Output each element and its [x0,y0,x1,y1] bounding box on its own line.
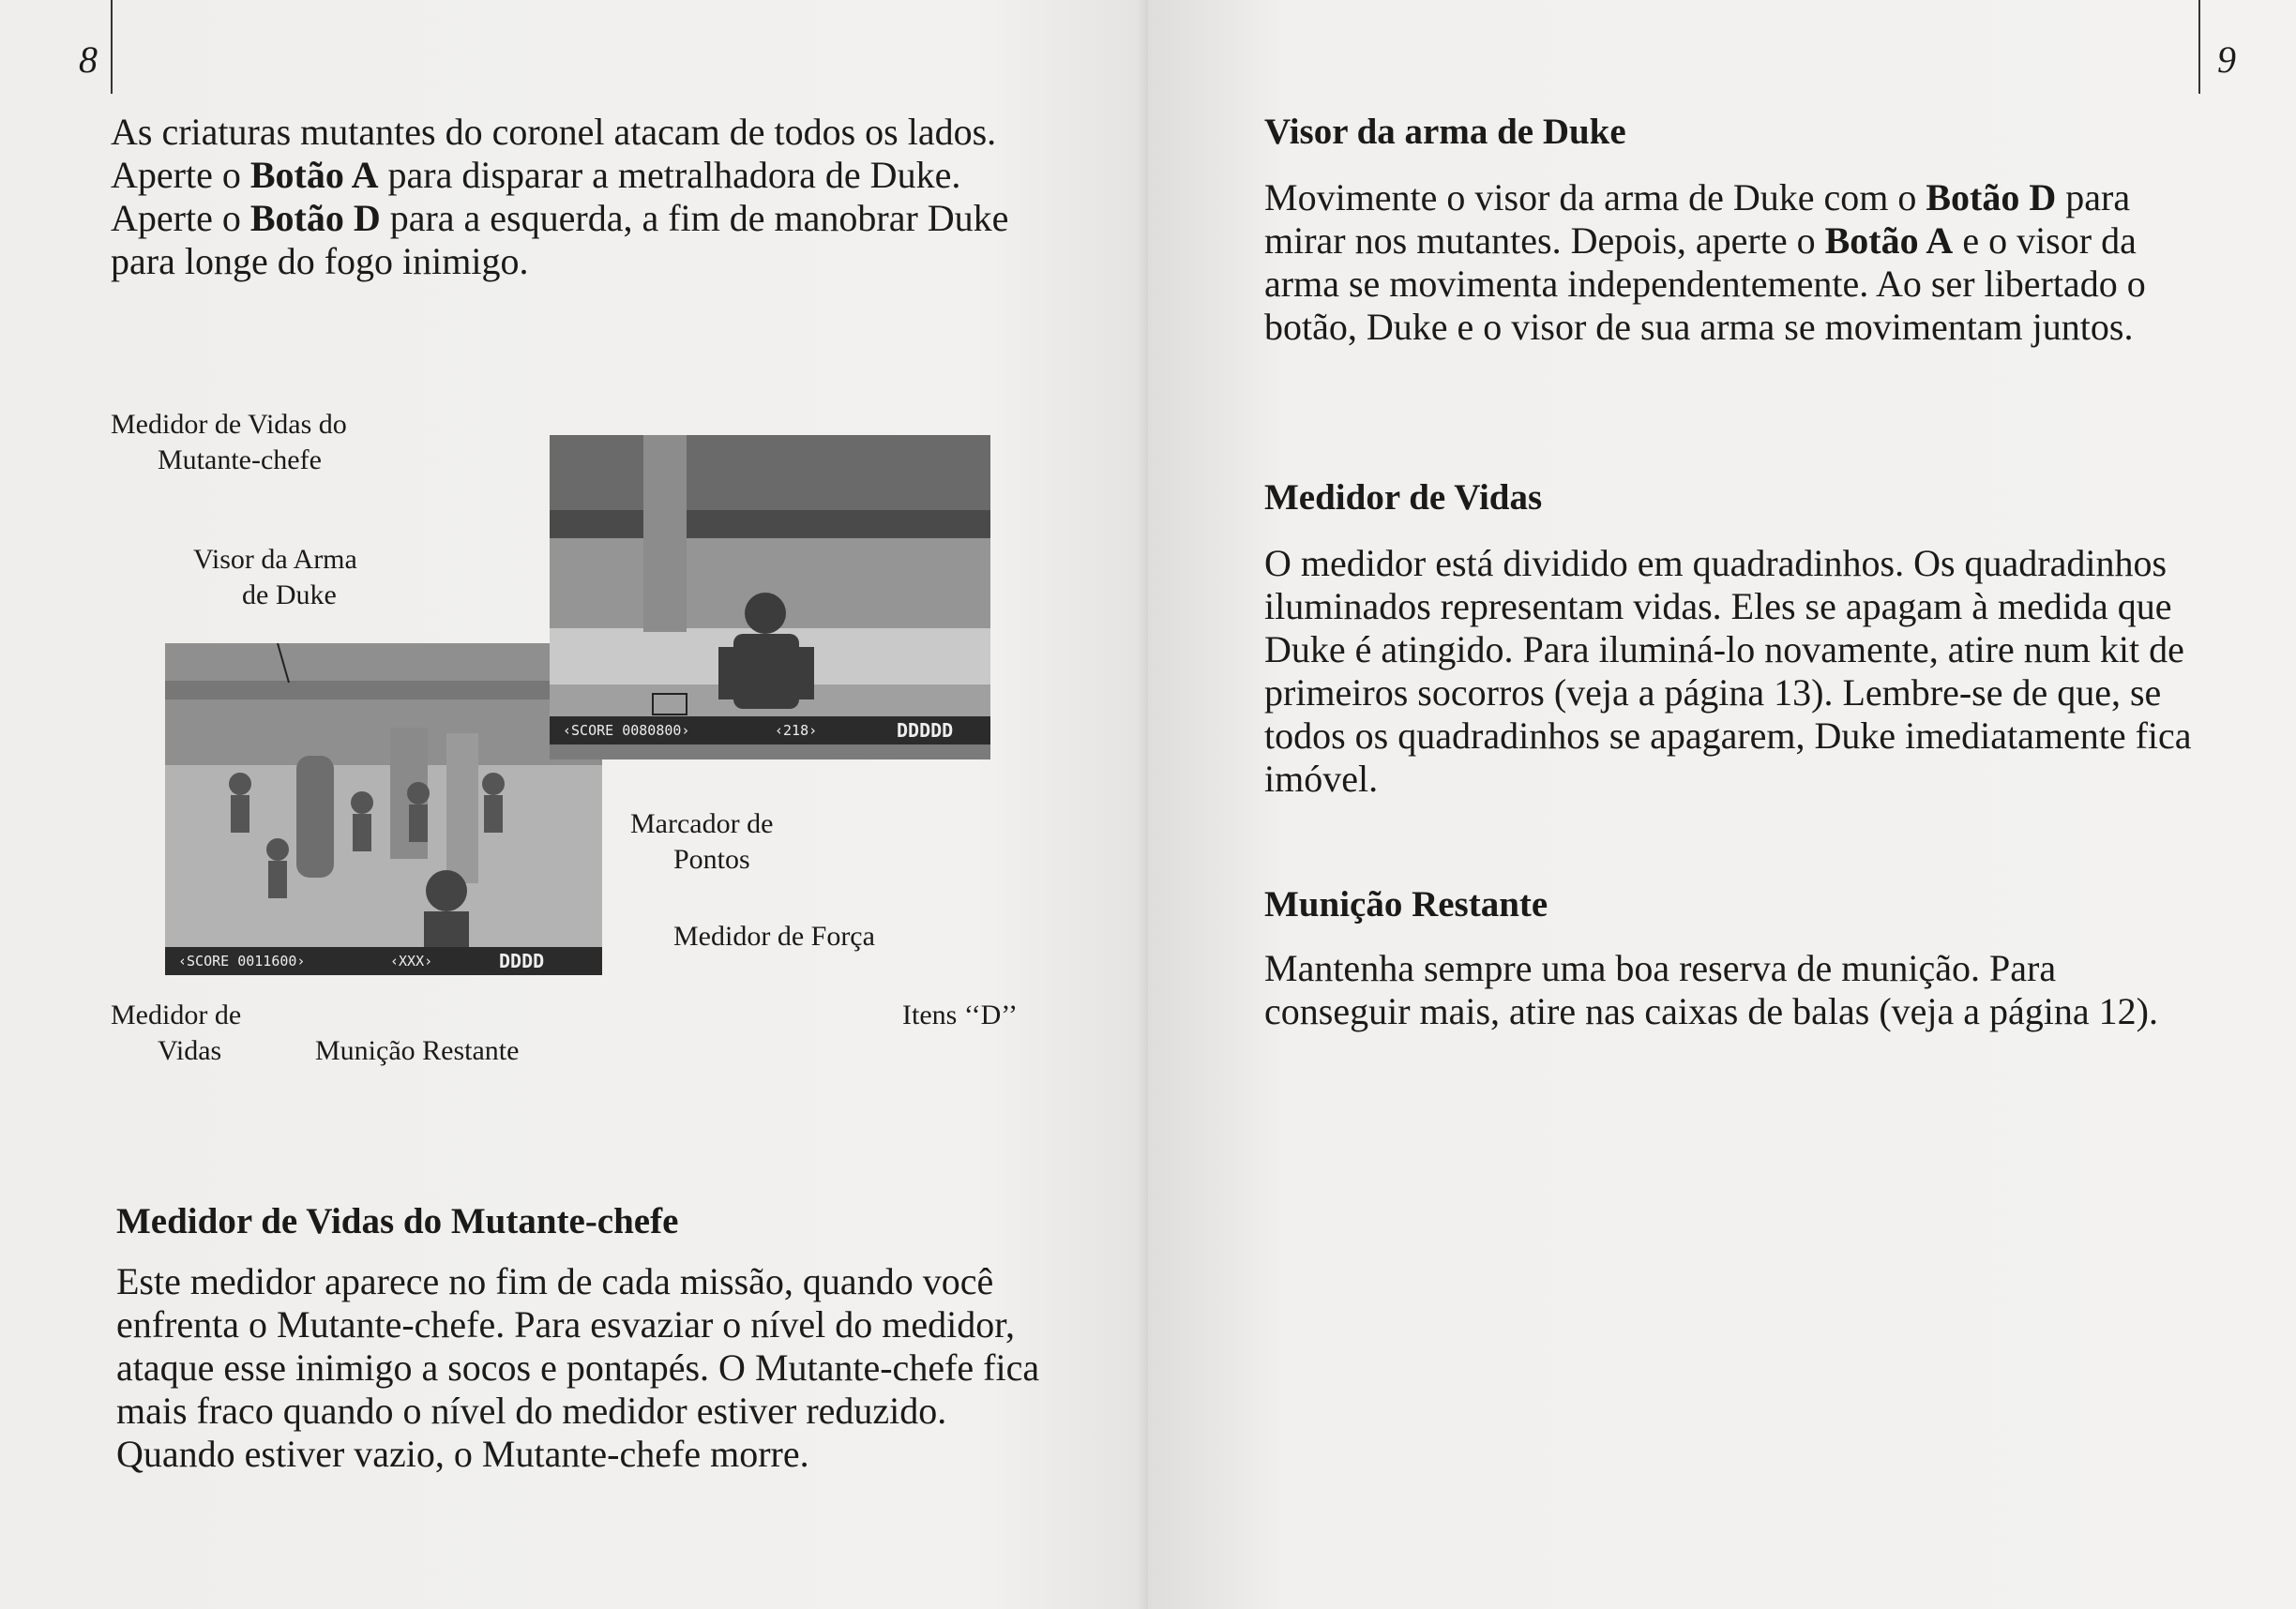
battle-items-readout: DDDD [499,950,545,972]
intro-run-4: para a esquerda, a fim de manobrar Duke para longe do fogo inimigo. [111,197,1009,282]
section-0-run-4: e o visor da arma se movimenta independentemente. Ao ser libertado o botão, Duke e o visor de sua arma se movimentam juntos. [1264,219,2146,348]
section-0-run-0: Movimente o visor da arma de Duke com o [1264,176,1926,218]
label-gun-sight-line2: de Duke [242,579,337,610]
label-score-line1: Marcador de [630,808,774,839]
gun-sight-paragraph [1264,176,2202,349]
label-lives-meter-line2: Vidas [158,1035,222,1066]
boss-items-readout: DDDDD [897,719,954,742]
page-edge-line-right [2198,0,2200,94]
ammo-paragraph [1264,947,2202,1033]
boss-ammo-readout: ‹218› [775,722,818,739]
battle-hud [165,947,602,975]
boss-score-readout: ‹SCORE 0080800› [563,722,690,739]
label-gun-sight-line1: Visor da Arma [193,544,357,575]
right-page [1148,0,2296,1609]
label-strength-meter: Medidor de Força [673,921,875,952]
page-number-left: 8 [79,38,98,81]
page-edge-line-left [111,0,113,94]
game-screenshot-boss [550,435,990,759]
lives-meter-paragraph [1264,542,2202,801]
boss-hud [550,716,990,744]
lives-meter-heading: Medidor de Vidas [1264,477,1543,518]
intro-run-1: Botão A [249,154,379,196]
label-boss-meter-line2: Mutante-chefe [158,444,322,475]
boss-meter-paragraph: Este medidor aparece no fim de cada missão, quando você enfrenta o Mutante-chefe. Para esvaziar o nível do medidor, ataque esse inimigo a socos e pontapés. O Mutante-chefe fica mais fraco quando o nível do medidor estiver reduzido. Quando estiver vazio, o Mutante-chefe morre. [116,1260,1040,1475]
intro-run-2: para disparar a metralhadora de Duke. Aperte o [111,154,961,239]
label-boss-meter-line1: Medidor de Vidas do [111,409,347,440]
section-1-run-0: O medidor está dividido em quadradinhos. Os quadradinhos iluminados representam vidas. Eles se apagam à medida que Duke é atingido. Para iluminá-lo novamente, atire num kit de primeiros socorros (veja a página 13). Lembre-se de que, se todos os quadradinhos se apagarem, Duke imediatamente fica imóvel. [1264,542,2192,800]
label-score-line2: Pontos [673,844,750,875]
boss-scene-illustration [550,435,990,759]
intro-paragraph [111,111,1039,283]
boss-meter-heading: Medidor de Vidas do Mutante-chefe [116,1201,679,1241]
section-0-run-2: para mirar nos mutantes. Depois, aperte o [1264,176,2131,262]
ammo-heading: Munição Restante [1264,884,1548,925]
battle-ammo-readout: ‹XXX› [390,953,433,970]
gun-sight-heading: Visor da arma de Duke [1264,112,1626,152]
label-remaining-ammo: Munição Restante [315,1035,520,1066]
label-lives-meter-line1: Medidor de [111,1000,242,1030]
battle-scene-illustration [165,643,602,975]
section-0-run-3: Botão A [1824,219,1954,262]
intro-run-3: Botão D [249,197,381,239]
page-number-right: 9 [2217,38,2236,81]
battle-score-readout: ‹SCORE 0011600› [178,953,306,970]
game-screenshot-battle [165,643,602,975]
section-0-run-1: Botão D [1926,176,2057,218]
label-d-items: Itens ‘‘D’’ [902,1000,1018,1030]
intro-run-0: As criaturas mutantes do coronel atacam de todos os lados. Aperte o [111,111,997,196]
section-2-run-0: Mantenha sempre uma boa reserva de munição. Para conseguir mais, atire nas caixas de balas (veja a página 12). [1264,947,2158,1032]
